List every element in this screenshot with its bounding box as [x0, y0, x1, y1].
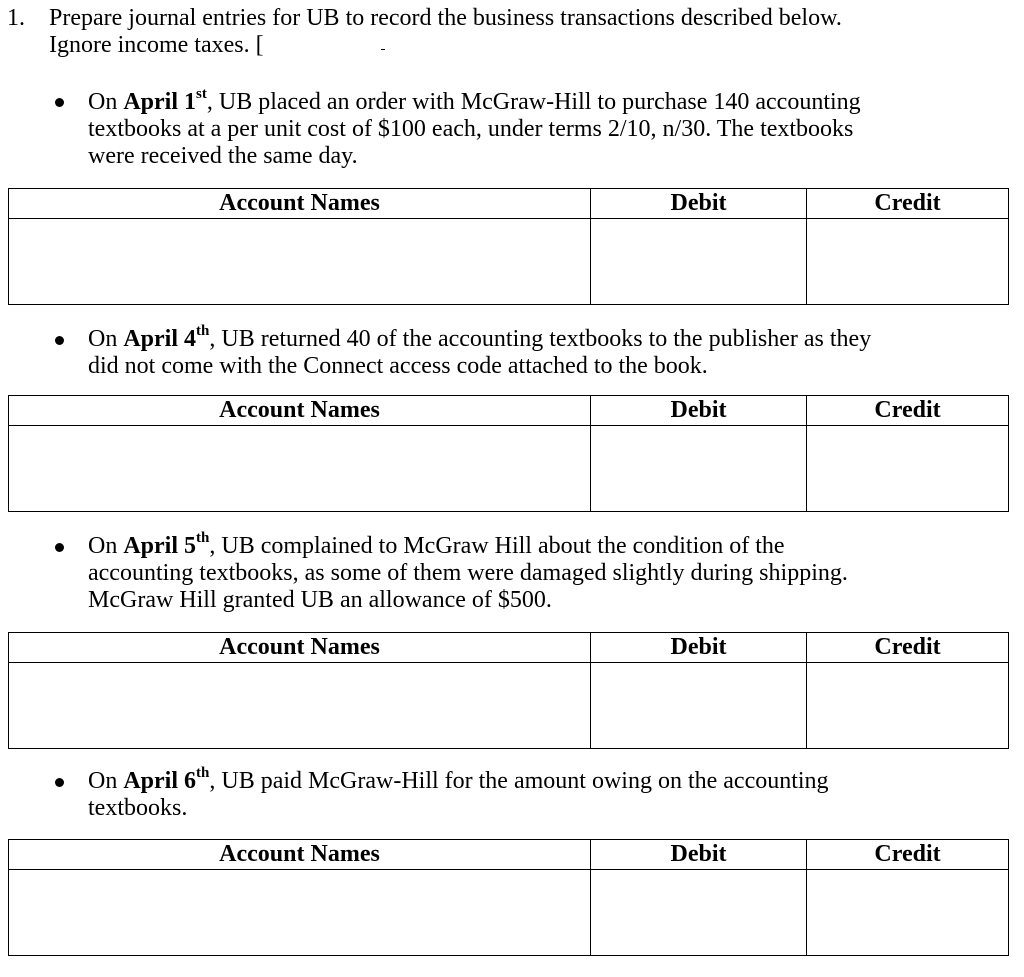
bullet-icon [55, 543, 64, 552]
transaction-1-date: April 1st [123, 86, 207, 115]
account-names-cell[interactable] [9, 663, 591, 749]
header-account-names: Account Names [9, 189, 591, 219]
account-names-cell[interactable] [9, 219, 591, 305]
account-names-cell[interactable] [9, 426, 591, 512]
header-account-names: Account Names [9, 396, 591, 426]
header-account-names: Account Names [9, 840, 591, 870]
credit-cell[interactable] [807, 870, 1009, 956]
header-credit: Credit [807, 633, 1009, 663]
transaction-1-line3: were received the same day. [88, 143, 358, 169]
transaction-2-line1: On April 4th, UB returned 40 of the accounting textbooks to the publisher as they [88, 323, 872, 352]
bullet-icon [55, 98, 64, 107]
header-credit: Credit [807, 189, 1009, 219]
header-debit: Debit [591, 189, 807, 219]
journal-table-2 [8, 395, 1009, 512]
question-text-line1: Prepare journal entries for UB to record the business transactions described below. [49, 5, 842, 31]
transaction-3-line3: McGraw Hill granted UB an allowance of $500. [88, 587, 552, 613]
header-credit: Credit [807, 396, 1009, 426]
credit-cell[interactable] [807, 663, 1009, 749]
credit-cell[interactable] [807, 426, 1009, 512]
transaction-3-date: April 5th [123, 530, 210, 559]
debit-cell[interactable] [591, 870, 807, 956]
account-names-cell[interactable] [9, 870, 591, 956]
transaction-3-line1: On April 5th, UB complained to McGraw Hill about the condition of the [88, 530, 785, 559]
credit-cell[interactable] [807, 219, 1009, 305]
transaction-2-date: April 4th [123, 323, 210, 352]
header-account-names: Account Names [9, 633, 591, 663]
transaction-1-line1: On April 1st, UB placed an order with McGraw-Hill to purchase 140 accounting [88, 86, 861, 115]
header-debit: Debit [591, 396, 807, 426]
transaction-4-date: April 6th [123, 765, 210, 794]
header-credit: Credit [807, 840, 1009, 870]
debit-cell[interactable] [591, 663, 807, 749]
question-number: 1. [7, 5, 25, 31]
debit-cell[interactable] [591, 219, 807, 305]
transaction-1-line2: textbooks at a per unit cost of $100 each, under terms 2/10, n/30. The textbooks [88, 116, 854, 142]
header-debit: Debit [591, 633, 807, 663]
transaction-2-line2: did not come with the Connect access code attached to the book. [88, 353, 708, 379]
debit-cell[interactable] [591, 426, 807, 512]
transaction-4-line1: On April 6th, UB paid McGraw-Hill for the amount owing on the accounting [88, 765, 829, 794]
journal-table-4 [8, 839, 1009, 956]
journal-table-1 [8, 188, 1009, 305]
bullet-icon [55, 778, 64, 787]
bullet-icon [55, 336, 64, 345]
header-debit: Debit [591, 840, 807, 870]
transaction-3-line2: accounting textbooks, as some of them were damaged slightly during shipping. [88, 560, 848, 586]
question-text-line2: Ignore income taxes. [ [49, 32, 264, 58]
journal-table-3 [8, 632, 1009, 749]
transaction-4-line2: textbooks. [88, 795, 188, 821]
stray-mark [381, 49, 385, 50]
